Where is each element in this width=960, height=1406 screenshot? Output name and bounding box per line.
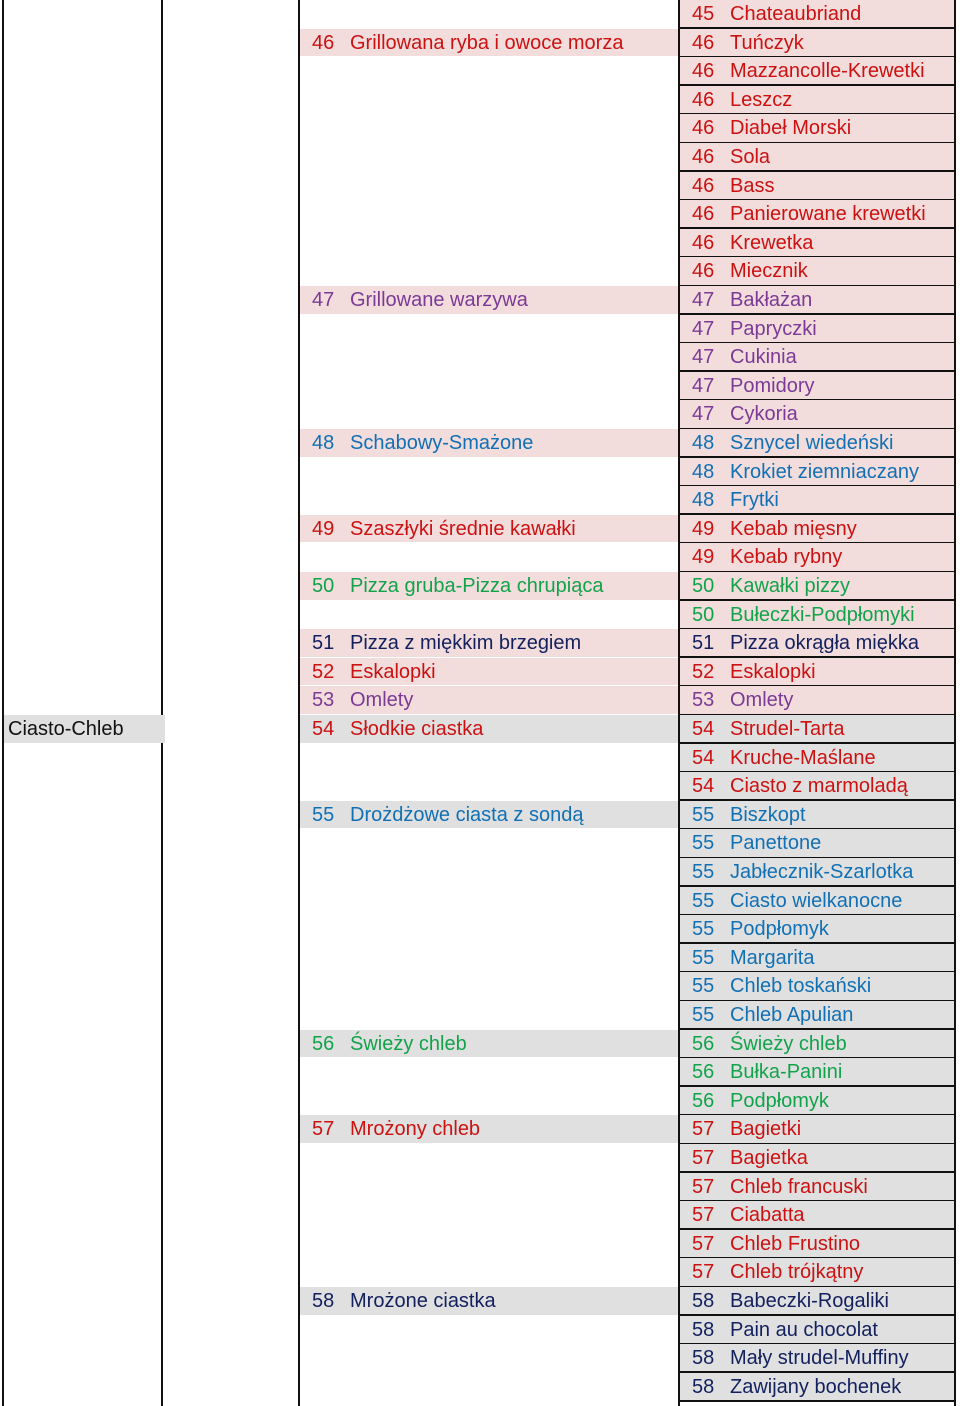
item-number: 54 (692, 718, 715, 740)
item-cell (680, 601, 954, 629)
item-label: Panierowane krewetki (730, 203, 926, 226)
item-number: 45 (692, 3, 715, 25)
item-number: 57 (692, 1118, 715, 1141)
item-label: Chleb trójkątny (730, 1261, 864, 1284)
item-label: Cykoria (730, 403, 798, 426)
item-cell (680, 372, 954, 400)
section-label: Pizza gruba-Pizza chrupiąca (350, 575, 604, 597)
item-label: Biszkopt (730, 803, 806, 826)
item-cell (680, 286, 954, 314)
item-label: Pain au chocolat (730, 1318, 878, 1341)
table-row (0, 858, 960, 887)
section-number: 47 (312, 289, 335, 311)
item-number: 58 (692, 1375, 715, 1398)
item-label: Chleb toskański (730, 975, 872, 998)
item-number: 46 (692, 203, 715, 226)
item-label: Świeży chleb (730, 1032, 847, 1055)
item-label: Kebab rybny (730, 546, 843, 569)
section-number: 49 (312, 517, 335, 540)
section-number: 48 (312, 432, 335, 454)
section-label: Mrożone ciastka (350, 1290, 496, 1312)
item-number: 46 (692, 31, 715, 54)
section-cell (300, 286, 678, 314)
item-label: Tuńczyk (730, 31, 804, 54)
item-cell (680, 1058, 954, 1086)
item-label: Diabeł Morski (730, 117, 852, 140)
item-cell (680, 1030, 954, 1058)
item-cell (680, 257, 954, 285)
item-label: Bakłażan (730, 289, 813, 311)
section-label: Schabowy-Smażone (350, 432, 534, 454)
item-number: 52 (692, 660, 715, 683)
item-number: 46 (692, 88, 715, 111)
item-number: 53 (692, 689, 715, 712)
table-row (0, 1087, 960, 1116)
item-number: 55 (692, 832, 715, 855)
item-cell (680, 715, 954, 743)
item-label: Krokiet ziemniaczany (730, 460, 919, 483)
table-row (0, 1173, 960, 1202)
section-cell (300, 715, 678, 743)
item-cell (680, 86, 954, 114)
item-label: Podpłomyk (730, 918, 829, 941)
section-number: 55 (312, 803, 335, 826)
table-row (0, 1344, 960, 1373)
item-number: 46 (692, 231, 715, 254)
item-label: Bagietka (730, 1147, 808, 1169)
item-label: Pomidory (730, 374, 815, 397)
item-number: 58 (692, 1290, 715, 1312)
item-label: Kebab mięsny (730, 517, 857, 540)
item-label: Podpłomyk (730, 1089, 829, 1112)
section-number: 46 (312, 31, 335, 54)
item-label: Jabłecznik-Szarlotka (730, 861, 914, 883)
table-row (0, 372, 960, 401)
item-number: 48 (692, 489, 715, 512)
item-label: Ciabatta (730, 1204, 805, 1227)
table-row (0, 0, 960, 29)
table-row (0, 915, 960, 944)
section-cell (300, 801, 678, 829)
item-number: 51 (692, 632, 715, 655)
item-cell (680, 400, 954, 428)
item-number: 56 (692, 1061, 715, 1084)
item-number: 57 (692, 1232, 715, 1255)
item-label: Chleb francuski (730, 1175, 868, 1198)
row-divider (680, 1400, 956, 1402)
table-row (0, 1001, 960, 1030)
item-label: Sola (730, 146, 771, 168)
item-cell (680, 1087, 954, 1115)
section-cell (300, 572, 678, 600)
section-cell (300, 429, 678, 457)
item-label: Chleb Frustino (730, 1232, 861, 1255)
section-cell (300, 686, 678, 714)
section-label: Mrożony chleb (350, 1118, 481, 1141)
item-cell (680, 972, 954, 1000)
item-cell (680, 57, 954, 85)
section-number: 58 (312, 1290, 335, 1312)
section-cell (300, 629, 678, 657)
table-row (0, 114, 960, 143)
item-label: Chateaubriand (730, 3, 862, 25)
table-row (0, 801, 960, 830)
section-number: 56 (312, 1032, 335, 1055)
item-cell (680, 1287, 954, 1315)
section-number: 51 (312, 632, 335, 655)
item-label: Kawałki pizzy (730, 575, 851, 597)
table-row (0, 887, 960, 916)
category-label: Ciasto-Chleb (4, 715, 165, 743)
table-row (0, 1287, 960, 1316)
item-cell (680, 143, 954, 171)
item-number: 47 (692, 374, 715, 397)
section-label: Szaszłyki średnie kawałki (350, 517, 576, 540)
item-number: 50 (692, 603, 715, 626)
item-number: 55 (692, 918, 715, 941)
table-row (0, 1115, 960, 1144)
item-number: 55 (692, 946, 715, 969)
item-number: 47 (692, 346, 715, 369)
table-row (0, 543, 960, 572)
item-cell (680, 172, 954, 200)
item-number: 55 (692, 975, 715, 998)
item-label: Margarita (730, 946, 815, 969)
table-row (0, 629, 960, 658)
item-number: 47 (692, 317, 715, 340)
table-row (0, 944, 960, 973)
item-number: 46 (692, 60, 715, 83)
item-cell (680, 858, 954, 886)
item-label: Bułka-Panini (730, 1061, 843, 1084)
section-cell (300, 1115, 678, 1143)
item-number: 57 (692, 1147, 715, 1169)
item-label: Strudel-Tarta (730, 718, 845, 740)
item-cell (680, 1144, 954, 1172)
section-cell (300, 29, 678, 57)
item-number: 58 (692, 1318, 715, 1341)
item-number: 46 (692, 174, 715, 197)
item-number: 49 (692, 546, 715, 569)
item-number: 50 (692, 575, 715, 597)
item-cell (680, 744, 954, 772)
item-label: Leszcz (730, 88, 793, 111)
item-number: 57 (692, 1175, 715, 1198)
item-cell (680, 343, 954, 371)
item-label: Papryczki (730, 317, 817, 340)
item-number: 46 (692, 260, 715, 283)
item-number: 55 (692, 1004, 715, 1026)
section-label: Grillowane warzywa (350, 289, 528, 311)
table-row (0, 1373, 960, 1402)
item-number: 48 (692, 432, 715, 454)
item-cell (680, 887, 954, 915)
table-row (0, 515, 960, 544)
table-row (0, 1316, 960, 1345)
item-label: Bagietki (730, 1118, 802, 1141)
section-cell (300, 515, 678, 543)
item-number: 55 (692, 861, 715, 883)
item-cell (680, 629, 954, 657)
section-cell (300, 1030, 678, 1058)
table-row (0, 1230, 960, 1259)
table-row (0, 772, 960, 801)
table-row (0, 343, 960, 372)
item-cell (680, 1373, 954, 1401)
table-row (0, 57, 960, 86)
item-label: Eskalopki (730, 660, 816, 683)
section-label: Świeży chleb (350, 1032, 467, 1055)
item-label: Frytki (730, 489, 779, 512)
item-label: Ciasto z marmoladą (730, 775, 908, 798)
table-row (0, 429, 960, 458)
item-cell (680, 1258, 954, 1286)
item-label: Bass (730, 174, 775, 197)
table-row (0, 172, 960, 201)
table-row (0, 143, 960, 172)
table-row (0, 686, 960, 715)
section-label: Słodkie ciastka (350, 718, 484, 740)
item-number: 48 (692, 460, 715, 483)
item-number: 47 (692, 403, 715, 426)
table-row (0, 601, 960, 630)
item-number: 49 (692, 517, 715, 540)
item-number: 46 (692, 146, 715, 168)
item-label: Babeczki-Rogaliki (730, 1290, 889, 1312)
item-cell (680, 429, 954, 457)
item-number: 54 (692, 775, 715, 798)
item-number: 55 (692, 803, 715, 826)
item-cell (680, 572, 954, 600)
item-number: 47 (692, 289, 715, 311)
section-number: 54 (312, 718, 335, 740)
item-cell (680, 686, 954, 714)
item-label: Mazzancolle-Krewetki (730, 60, 925, 83)
item-cell (680, 772, 954, 800)
item-number: 57 (692, 1261, 715, 1284)
table-row (0, 458, 960, 487)
item-label: Krewetka (730, 231, 814, 254)
section-label: Omlety (350, 689, 414, 712)
item-number: 54 (692, 746, 715, 769)
item-number: 56 (692, 1032, 715, 1055)
item-cell (680, 29, 954, 57)
item-label: Sznycel wiedeński (730, 432, 894, 454)
table-row (0, 200, 960, 229)
table-row (0, 972, 960, 1001)
item-cell (680, 944, 954, 972)
section-cell (300, 1287, 678, 1315)
item-cell (680, 915, 954, 943)
item-label: Panettone (730, 832, 822, 855)
section-label: Eskalopki (350, 660, 436, 683)
table-row (0, 229, 960, 258)
section-number: 52 (312, 660, 335, 683)
item-cell (680, 315, 954, 343)
item-label: Pizza okrągła miękka (730, 632, 919, 655)
item-cell (680, 486, 954, 514)
item-cell (680, 1316, 954, 1344)
item-cell (680, 1173, 954, 1201)
table-row (0, 257, 960, 286)
item-label: Miecznik (730, 260, 808, 283)
item-label: Bułeczki-Podpłomyki (730, 603, 915, 626)
item-label: Chleb Apulian (730, 1004, 854, 1026)
section-number: 57 (312, 1118, 335, 1141)
table-row (0, 829, 960, 858)
item-cell (680, 229, 954, 257)
table-row (0, 744, 960, 773)
table-row (0, 572, 960, 601)
item-cell (680, 1230, 954, 1258)
table-row (0, 1201, 960, 1230)
item-cell (680, 801, 954, 829)
table-row (0, 286, 960, 315)
item-cell (680, 515, 954, 543)
item-label: Omlety (730, 689, 794, 712)
item-number: 56 (692, 1089, 715, 1112)
table-row (0, 1144, 960, 1173)
item-number: 57 (692, 1204, 715, 1227)
item-cell (680, 1001, 954, 1029)
item-label: Cukinia (730, 346, 797, 369)
table-row (0, 400, 960, 429)
table-row (0, 715, 960, 744)
section-label: Grillowana ryba i owoce morza (350, 31, 624, 54)
table-row (0, 315, 960, 344)
table-row (0, 29, 960, 58)
table-row (0, 1258, 960, 1287)
section-label: Pizza z miękkim brzegiem (350, 632, 582, 655)
item-label: Kruche-Maślane (730, 746, 876, 769)
item-label: Zawijany bochenek (730, 1375, 902, 1398)
item-cell (680, 458, 954, 486)
item-cell (680, 114, 954, 142)
item-cell (680, 200, 954, 228)
item-number: 58 (692, 1347, 715, 1370)
table-row (0, 86, 960, 115)
item-label: Mały strudel-Muffiny (730, 1347, 909, 1370)
section-number: 50 (312, 575, 335, 597)
table-row (0, 1030, 960, 1059)
item-number: 46 (692, 117, 715, 140)
item-cell (680, 0, 954, 28)
table-row (0, 486, 960, 515)
item-cell (680, 543, 954, 571)
item-cell (680, 1201, 954, 1229)
section-cell (300, 658, 678, 686)
item-cell (680, 1115, 954, 1143)
table-row (0, 658, 960, 687)
item-cell (680, 1344, 954, 1372)
item-cell (680, 829, 954, 857)
table-row (0, 1058, 960, 1087)
section-number: 53 (312, 689, 335, 712)
item-cell (680, 658, 954, 686)
section-label: Drożdżowe ciasta z sondą (350, 803, 584, 826)
item-label: Ciasto wielkanocne (730, 889, 903, 912)
item-number: 55 (692, 889, 715, 912)
